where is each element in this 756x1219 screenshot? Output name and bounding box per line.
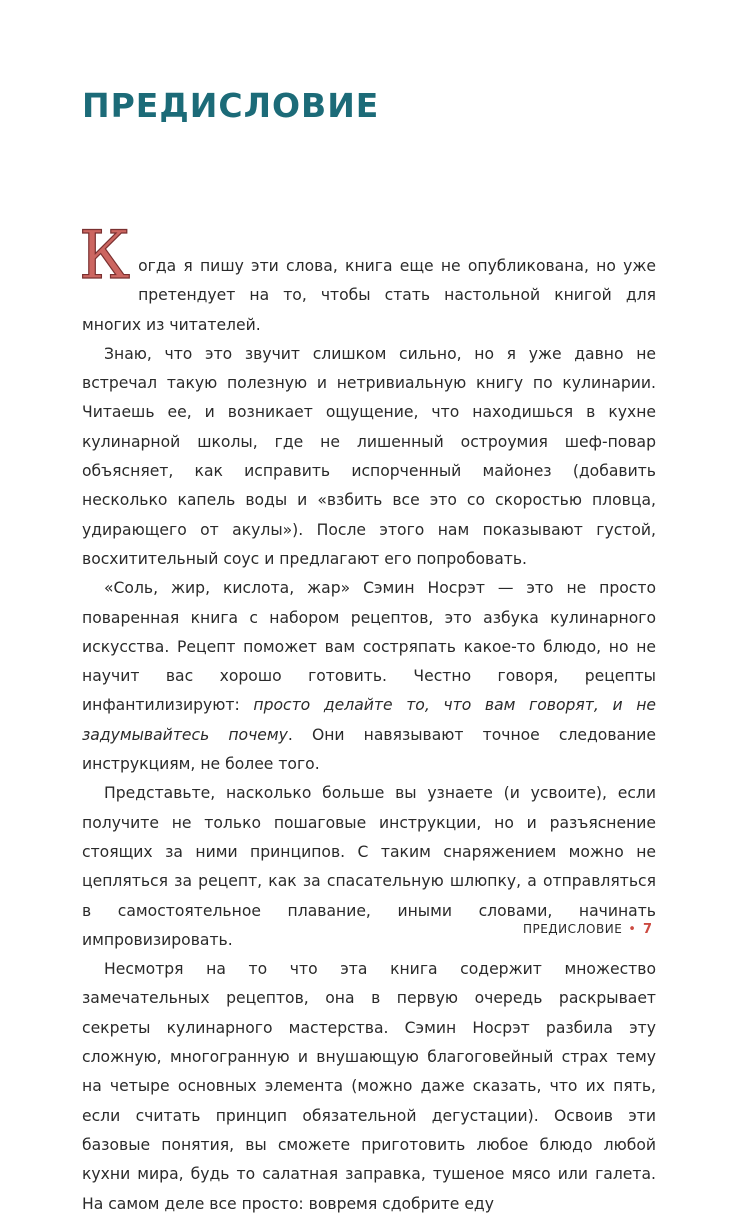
paragraph (79, 217, 656, 340)
footer-title: ПРЕДИСЛОВИЕ (522, 922, 623, 936)
paragraph-text: . Они навязывают точное следование инструкциям, не более того. (82, 725, 656, 774)
italic-phrase: просто делайте то, что вам говорят, и не задумывайтесь почему (82, 696, 656, 744)
paragraph: Несмотря на то что эта книга содержит множество замечательных рецептов, она в первую очередь раскрывает секреты кулинарного мастерства. Сэмин Носрэт разбила эту сложную, многогранную и внушающую благоговейный страх тему на четыре основных элемента (можно даже сказать, что их пять, если считать принцип обязательной дегустации). Освоив эти базовые понятия, вы сможете приготовить любое блюдо любой кухни мира, будь то салатная заправка, тушеное мясо или галета. На самом деле все просто: вовремя сдобрите еду (82, 960, 656, 1213)
running-footer (523, 922, 652, 937)
page-number: 7 (642, 922, 652, 937)
drop-cap: К (79, 217, 131, 294)
paragraph-text: огда я пишу эти слова, книга еще не опубликована, но уже претендует на то, чтобы стать настольной книгой для многих из читателей. (82, 257, 656, 334)
paragraph: Представьте, насколько больше вы узнаете (и усвоите), если получите не только пошаговые инструкции, но и разъяснение стоящих за ними принципов. С таким снаряжением можно не цепляться за рецепт, как за спасательную шлюпку, а отправляться в самостоятельное плавание, иными словами, начинать импровизировать. (82, 784, 656, 949)
paragraph (82, 574, 656, 779)
paragraph: Знаю, что это звучит слишком сильно, но я уже давно не встречал такую полезную и нетривиальную книгу по кулинарии. Читаешь ее, и возникает ощущение, что находишься в кухне кулинарной школы, где не лишенный остроумия шеф-повар объясняет, как исправить испорченный майонез (добавить несколько капель воды и «взбить все это со скоростью пловца, удирающего от акулы»). После этого нам показывают густой, восхитительный соус и предлагают его попробовать. (82, 344, 656, 568)
footer-separator: • (628, 922, 636, 937)
chapter-heading: ПРЕДИСЛОВИЕ (82, 86, 380, 125)
paragraph-text: «Соль, жир, кислота, жар» Сэмин Носрэт — это не просто поваренная книга с набором рецептов, это азбука кулинарного искусства. Рецепт поможет вам состряпать какое-то блюдо, но не научит вас хорошо готовить. Честно говоря, рецепты инфантилизируют: (82, 579, 656, 715)
body-text (79, 217, 656, 1219)
